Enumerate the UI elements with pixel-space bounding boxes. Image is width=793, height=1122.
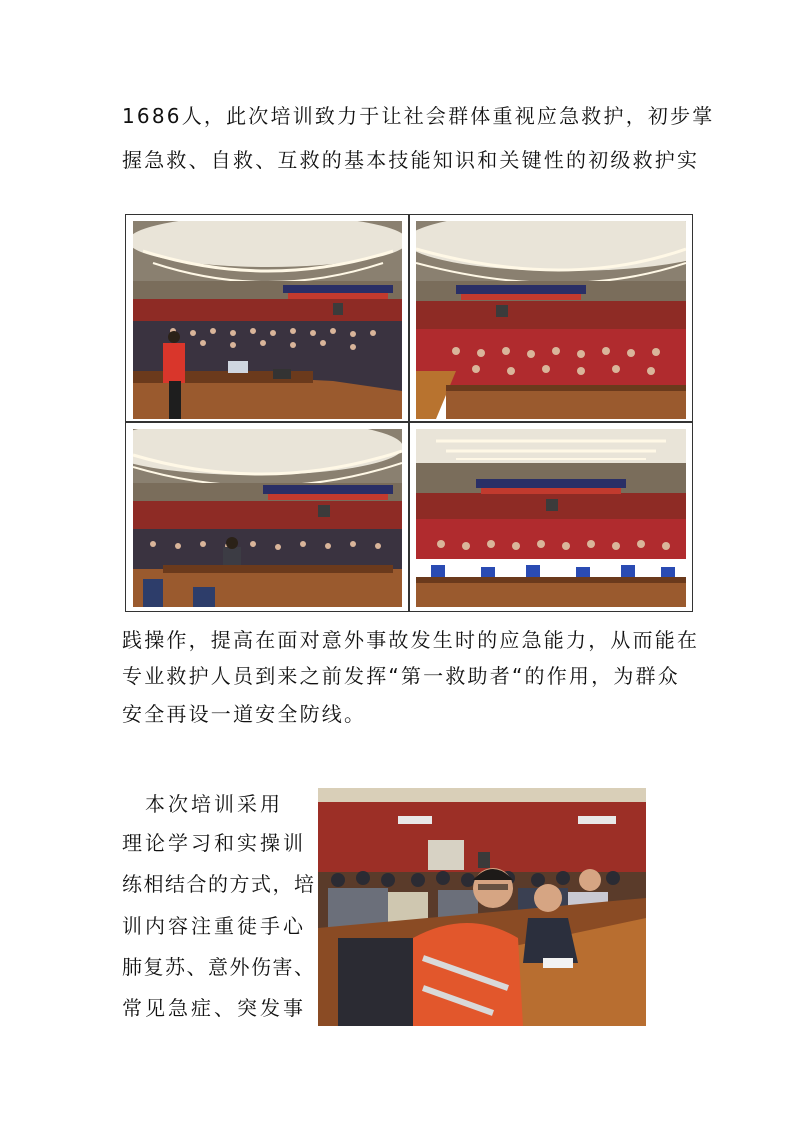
text-line: 1686人，此次培训致力于让社会群体重视应急救护，初步掌	[122, 104, 715, 128]
auditorium-photo-2-image	[416, 221, 686, 419]
text-line: 理论学习和实操训	[122, 831, 306, 855]
auditorium-photo-3-image	[133, 429, 402, 607]
grid-divider-vertical	[408, 215, 410, 611]
text-line: 练相结合的方式，培	[122, 872, 316, 896]
auditorium-photo-1-image	[133, 221, 402, 419]
grid-divider-horizontal	[126, 421, 692, 423]
text-line: 本次培训采用	[122, 792, 283, 816]
trainees-photo-image	[318, 788, 646, 1026]
auditorium-photo-3	[133, 429, 402, 607]
trainees-photo	[318, 788, 646, 1026]
text-line: 践操作，提高在面对意外事故发生时的应急能力，从而能在	[122, 628, 700, 652]
auditorium-photo-4	[416, 429, 686, 607]
text-line: 训内容注重徒手心	[122, 914, 306, 938]
text-line: 常见急症、突发事	[122, 996, 306, 1020]
text-line: 肺复苏、意外伤害、	[122, 955, 316, 979]
auditorium-photo-4-image	[416, 429, 686, 607]
photo-grid	[125, 214, 693, 612]
text-line: 握急救、自救、互救的基本技能知识和关键性的初级救护实	[122, 148, 700, 172]
text-line: 安全再设一道安全防线。	[122, 702, 367, 726]
text-line: 专业救护人员到来之前发挥“第一救助者“的作用，为群众	[122, 664, 680, 688]
auditorium-photo-2	[416, 221, 686, 419]
auditorium-photo-1	[133, 221, 402, 419]
